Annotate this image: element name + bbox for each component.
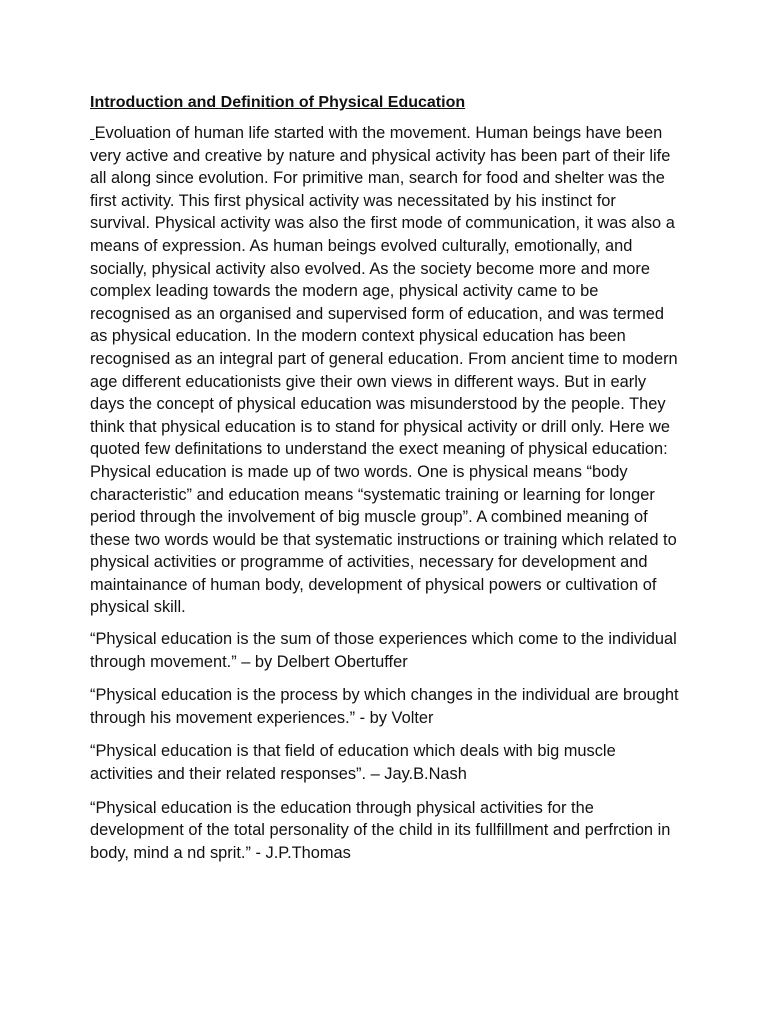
intro-paragraph (90, 122, 680, 619)
definition-quote-obertuffer: “Physical education is the sum of those experiences which come to the individual through movement.” – by Delbert Obertuffer (90, 630, 677, 671)
definition-quote-nash: “Physical education is that field of education which deals with big muscle activities and their related responses”. – Jay.B.Nash (90, 742, 616, 784)
definition-quote-volter: “Physical education is the process by which changes in the individual are brought through his movement experiences.” - by Volter (90, 686, 679, 727)
intro-paragraph-text: Evoluation of human life started with the movement. Human beings have been very active and creative by nature and physical activity has been part of their life all along since evolution. For primitive man, search for food and shelter was the first activity. This first physical activity was necessitated by his instinct for survival. Physical activity was also the first mode of communication, it was also a means of expression. As human beings evolved culturally, emotionally, and socially, physical activity also evolved. As the society become more and more complex leading towards the modern age, physical activity came to be recognised as an organised and supervised form of education, and was termed as physical education. In the modern context physical education has been recognised as an integral part of general education. From ancient time to modern age different educationists give their own views in different ways. But in early days the concept of physical education was misunderstood by the people. They think that physical education is to stand for physical activity or drill only. Here we quoted few definitations to understand the exect meaning of physical education: Physical education is made up of two words. One is physical means “body characteristic” and education means “systematic training or learning for longer period through the involvement of big muscle group”. A combined meaning of these two words would be that systematic instructions or training which related to physical activities or programme of activities, necessary for development and maintainance of human body, development of physical powers or cultivation of physical skill. (90, 124, 678, 617)
definition-quote-thomas: “Physical education is the education through physical activities for the development of the total personality of the child in its fullfillment and perfrction in body, mind a nd sprit.” - J.P.Thomas (90, 798, 671, 862)
document-page (90, 92, 680, 864)
document-heading: Introduction and Definition of Physical Education (90, 94, 466, 111)
